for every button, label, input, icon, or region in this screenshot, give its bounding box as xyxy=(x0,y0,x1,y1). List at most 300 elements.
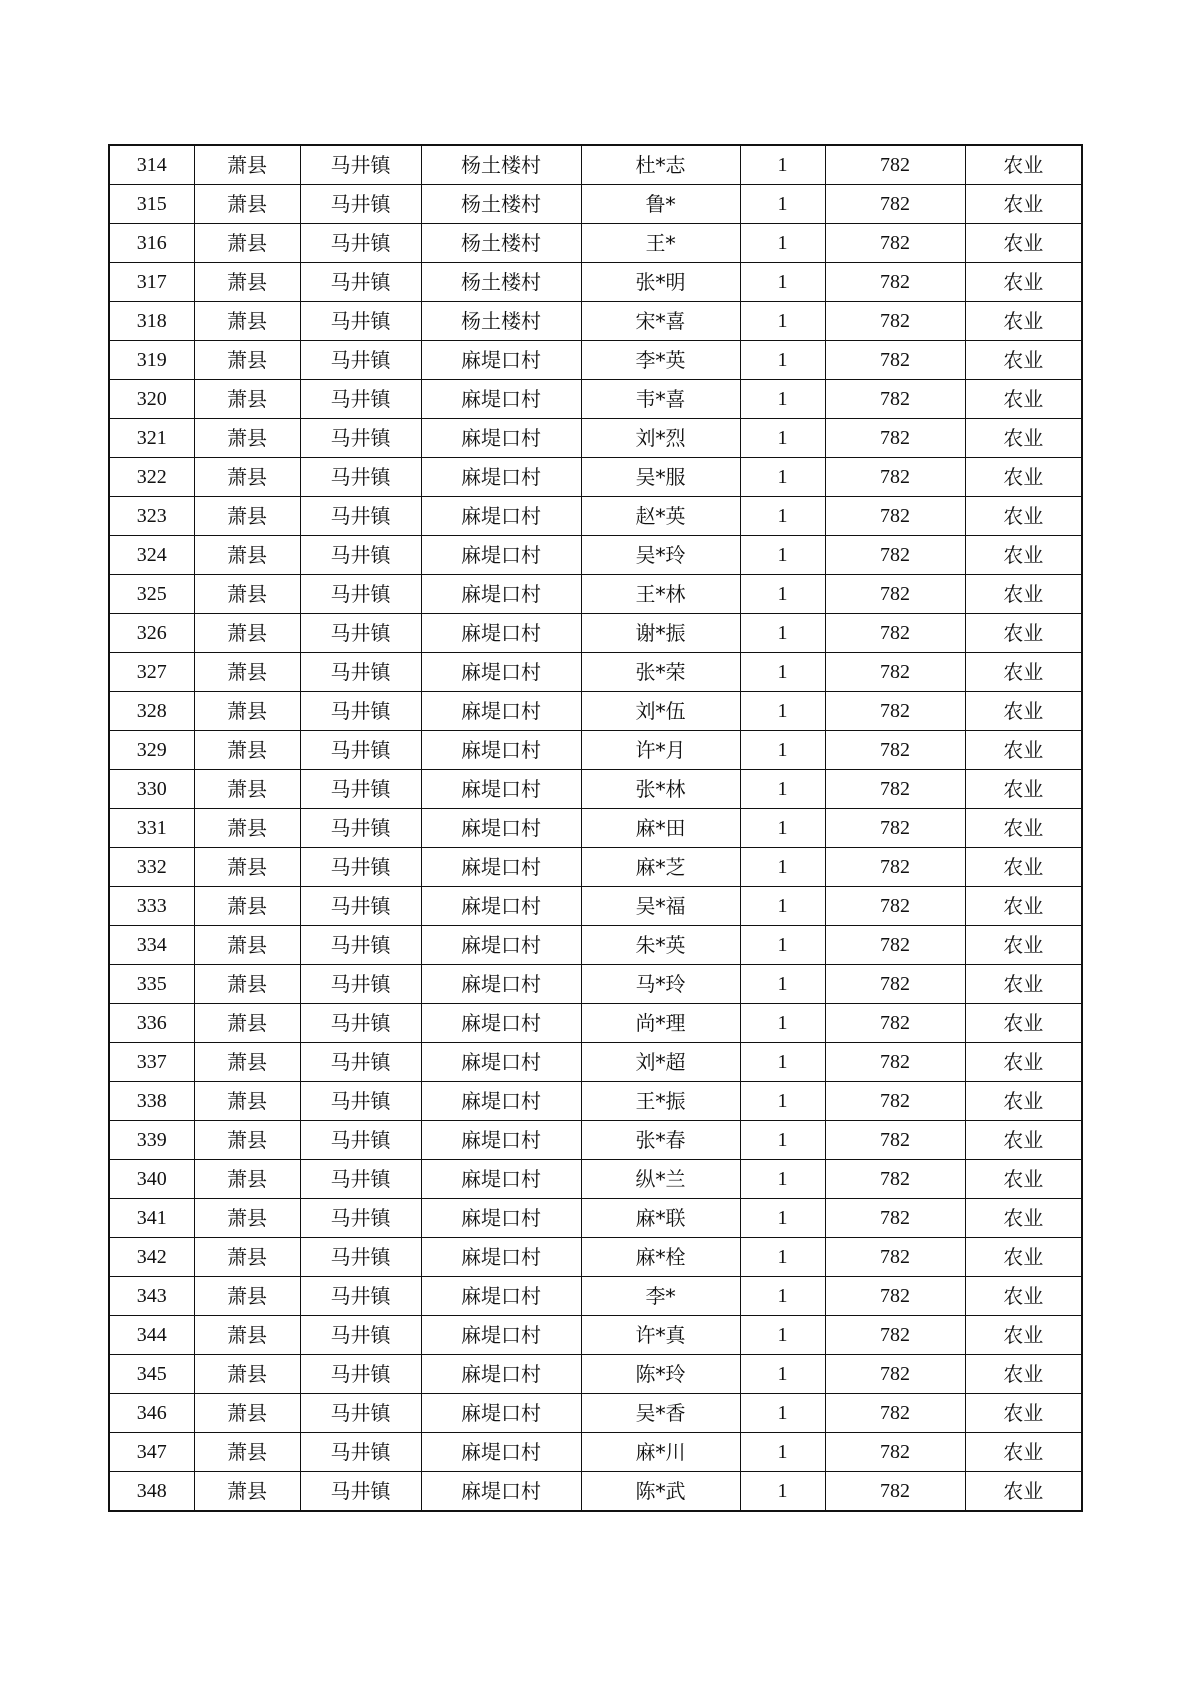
cell-category: 农业 xyxy=(965,1472,1082,1512)
cell-village: 麻堤口村 xyxy=(421,1433,581,1472)
cell-serial-number: 340 xyxy=(109,1160,194,1199)
cell-village: 麻堤口村 xyxy=(421,731,581,770)
cell-person-name: 赵*英 xyxy=(581,497,740,536)
table-row xyxy=(109,1355,1082,1394)
cell-county: 萧县 xyxy=(194,263,300,302)
cell-village: 麻堤口村 xyxy=(421,1121,581,1160)
cell-town: 马井镇 xyxy=(300,380,421,419)
cell-category: 农业 xyxy=(965,380,1082,419)
cell-category: 农业 xyxy=(965,653,1082,692)
cell-category: 农业 xyxy=(965,1199,1082,1238)
cell-count: 1 xyxy=(740,497,825,536)
table-row xyxy=(109,458,1082,497)
cell-county: 萧县 xyxy=(194,692,300,731)
cell-count: 1 xyxy=(740,1433,825,1472)
cell-town: 马井镇 xyxy=(300,575,421,614)
cell-person-name: 纵*兰 xyxy=(581,1160,740,1199)
cell-village: 麻堤口村 xyxy=(421,809,581,848)
cell-category: 农业 xyxy=(965,497,1082,536)
cell-county: 萧县 xyxy=(194,1433,300,1472)
cell-category: 农业 xyxy=(965,1121,1082,1160)
table-row xyxy=(109,692,1082,731)
cell-town: 马井镇 xyxy=(300,224,421,263)
cell-village: 麻堤口村 xyxy=(421,575,581,614)
table-row xyxy=(109,263,1082,302)
table-row xyxy=(109,341,1082,380)
cell-village: 麻堤口村 xyxy=(421,419,581,458)
cell-person-name: 谢*振 xyxy=(581,614,740,653)
cell-town: 马井镇 xyxy=(300,1238,421,1277)
cell-serial-number: 333 xyxy=(109,887,194,926)
cell-person-name: 尚*理 xyxy=(581,1004,740,1043)
cell-count: 1 xyxy=(740,1082,825,1121)
cell-amount: 782 xyxy=(825,848,965,887)
cell-person-name: 麻*田 xyxy=(581,809,740,848)
cell-amount: 782 xyxy=(825,1394,965,1433)
cell-count: 1 xyxy=(740,809,825,848)
cell-amount: 782 xyxy=(825,809,965,848)
cell-person-name: 张*林 xyxy=(581,770,740,809)
table-row xyxy=(109,1121,1082,1160)
cell-county: 萧县 xyxy=(194,1277,300,1316)
cell-category: 农业 xyxy=(965,731,1082,770)
cell-amount: 782 xyxy=(825,145,965,185)
table-row xyxy=(109,614,1082,653)
cell-town: 马井镇 xyxy=(300,1394,421,1433)
cell-person-name: 麻*芝 xyxy=(581,848,740,887)
cell-serial-number: 339 xyxy=(109,1121,194,1160)
cell-count: 1 xyxy=(740,419,825,458)
cell-category: 农业 xyxy=(965,1355,1082,1394)
cell-county: 萧县 xyxy=(194,1043,300,1082)
table-row xyxy=(109,536,1082,575)
cell-count: 1 xyxy=(740,1121,825,1160)
cell-town: 马井镇 xyxy=(300,1472,421,1512)
cell-amount: 782 xyxy=(825,185,965,224)
cell-serial-number: 345 xyxy=(109,1355,194,1394)
cell-county: 萧县 xyxy=(194,185,300,224)
cell-count: 1 xyxy=(740,1277,825,1316)
cell-county: 萧县 xyxy=(194,1472,300,1512)
table-row xyxy=(109,1472,1082,1512)
cell-category: 农业 xyxy=(965,185,1082,224)
cell-category: 农业 xyxy=(965,341,1082,380)
cell-town: 马井镇 xyxy=(300,1277,421,1316)
cell-category: 农业 xyxy=(965,1238,1082,1277)
table-row xyxy=(109,1160,1082,1199)
cell-village: 麻堤口村 xyxy=(421,926,581,965)
cell-amount: 782 xyxy=(825,419,965,458)
cell-amount: 782 xyxy=(825,1199,965,1238)
cell-serial-number: 337 xyxy=(109,1043,194,1082)
cell-person-name: 麻*联 xyxy=(581,1199,740,1238)
cell-category: 农业 xyxy=(965,692,1082,731)
cell-county: 萧县 xyxy=(194,1004,300,1043)
cell-county: 萧县 xyxy=(194,1199,300,1238)
cell-town: 马井镇 xyxy=(300,536,421,575)
cell-serial-number: 318 xyxy=(109,302,194,341)
cell-town: 马井镇 xyxy=(300,1160,421,1199)
table-row xyxy=(109,809,1082,848)
cell-town: 马井镇 xyxy=(300,926,421,965)
cell-serial-number: 342 xyxy=(109,1238,194,1277)
cell-count: 1 xyxy=(740,263,825,302)
cell-person-name: 马*玲 xyxy=(581,965,740,1004)
cell-village: 麻堤口村 xyxy=(421,1472,581,1512)
cell-person-name: 吴*玲 xyxy=(581,536,740,575)
cell-serial-number: 325 xyxy=(109,575,194,614)
cell-person-name: 吴*福 xyxy=(581,887,740,926)
cell-count: 1 xyxy=(740,614,825,653)
cell-person-name: 许*真 xyxy=(581,1316,740,1355)
cell-village: 麻堤口村 xyxy=(421,497,581,536)
cell-person-name: 宋*喜 xyxy=(581,302,740,341)
cell-amount: 782 xyxy=(825,1238,965,1277)
cell-amount: 782 xyxy=(825,224,965,263)
cell-town: 马井镇 xyxy=(300,731,421,770)
cell-village: 杨土楼村 xyxy=(421,185,581,224)
cell-serial-number: 329 xyxy=(109,731,194,770)
cell-count: 1 xyxy=(740,1394,825,1433)
cell-count: 1 xyxy=(740,770,825,809)
cell-village: 杨土楼村 xyxy=(421,145,581,185)
cell-county: 萧县 xyxy=(194,497,300,536)
cell-count: 1 xyxy=(740,458,825,497)
cell-serial-number: 328 xyxy=(109,692,194,731)
table-row xyxy=(109,1433,1082,1472)
cell-town: 马井镇 xyxy=(300,1004,421,1043)
cell-town: 马井镇 xyxy=(300,692,421,731)
cell-count: 1 xyxy=(740,145,825,185)
table-row xyxy=(109,731,1082,770)
cell-person-name: 刘*伍 xyxy=(581,692,740,731)
table-row xyxy=(109,419,1082,458)
cell-town: 马井镇 xyxy=(300,1433,421,1472)
cell-county: 萧县 xyxy=(194,1121,300,1160)
cell-village: 麻堤口村 xyxy=(421,770,581,809)
cell-category: 农业 xyxy=(965,614,1082,653)
table-row xyxy=(109,575,1082,614)
cell-village: 麻堤口村 xyxy=(421,1355,581,1394)
cell-town: 马井镇 xyxy=(300,887,421,926)
table-row xyxy=(109,224,1082,263)
cell-person-name: 张*荣 xyxy=(581,653,740,692)
cell-serial-number: 315 xyxy=(109,185,194,224)
cell-village: 麻堤口村 xyxy=(421,1082,581,1121)
cell-person-name: 麻*栓 xyxy=(581,1238,740,1277)
cell-count: 1 xyxy=(740,731,825,770)
cell-amount: 782 xyxy=(825,1160,965,1199)
cell-person-name: 鲁* xyxy=(581,185,740,224)
cell-village: 麻堤口村 xyxy=(421,692,581,731)
cell-amount: 782 xyxy=(825,731,965,770)
table-row xyxy=(109,653,1082,692)
cell-amount: 782 xyxy=(825,692,965,731)
cell-amount: 782 xyxy=(825,1082,965,1121)
cell-village: 杨土楼村 xyxy=(421,302,581,341)
cell-county: 萧县 xyxy=(194,1355,300,1394)
cell-serial-number: 324 xyxy=(109,536,194,575)
cell-count: 1 xyxy=(740,926,825,965)
cell-county: 萧县 xyxy=(194,419,300,458)
cell-serial-number: 331 xyxy=(109,809,194,848)
cell-amount: 782 xyxy=(825,536,965,575)
cell-amount: 782 xyxy=(825,1277,965,1316)
cell-county: 萧县 xyxy=(194,848,300,887)
cell-village: 麻堤口村 xyxy=(421,536,581,575)
table-row xyxy=(109,1316,1082,1355)
cell-category: 农业 xyxy=(965,145,1082,185)
cell-category: 农业 xyxy=(965,1394,1082,1433)
cell-person-name: 吴*香 xyxy=(581,1394,740,1433)
cell-serial-number: 335 xyxy=(109,965,194,1004)
cell-county: 萧县 xyxy=(194,145,300,185)
table-row xyxy=(109,1394,1082,1433)
cell-county: 萧县 xyxy=(194,653,300,692)
cell-person-name: 张*明 xyxy=(581,263,740,302)
cell-amount: 782 xyxy=(825,497,965,536)
table-row xyxy=(109,848,1082,887)
cell-town: 马井镇 xyxy=(300,302,421,341)
roster-body xyxy=(109,145,1082,1511)
cell-village: 麻堤口村 xyxy=(421,1277,581,1316)
cell-serial-number: 317 xyxy=(109,263,194,302)
cell-county: 萧县 xyxy=(194,1316,300,1355)
cell-person-name: 陈*玲 xyxy=(581,1355,740,1394)
cell-town: 马井镇 xyxy=(300,145,421,185)
cell-person-name: 吴*服 xyxy=(581,458,740,497)
cell-count: 1 xyxy=(740,380,825,419)
cell-village: 麻堤口村 xyxy=(421,848,581,887)
cell-amount: 782 xyxy=(825,1433,965,1472)
cell-category: 农业 xyxy=(965,302,1082,341)
table-row xyxy=(109,185,1082,224)
table-row xyxy=(109,1004,1082,1043)
cell-serial-number: 344 xyxy=(109,1316,194,1355)
cell-category: 农业 xyxy=(965,1277,1082,1316)
cell-town: 马井镇 xyxy=(300,419,421,458)
cell-count: 1 xyxy=(740,1316,825,1355)
cell-village: 麻堤口村 xyxy=(421,653,581,692)
cell-village: 麻堤口村 xyxy=(421,1316,581,1355)
cell-count: 1 xyxy=(740,653,825,692)
cell-amount: 782 xyxy=(825,458,965,497)
cell-count: 1 xyxy=(740,1004,825,1043)
cell-town: 马井镇 xyxy=(300,1043,421,1082)
cell-person-name: 刘*烈 xyxy=(581,419,740,458)
cell-amount: 782 xyxy=(825,926,965,965)
cell-count: 1 xyxy=(740,848,825,887)
cell-count: 1 xyxy=(740,341,825,380)
cell-village: 麻堤口村 xyxy=(421,1004,581,1043)
table-row xyxy=(109,497,1082,536)
cell-serial-number: 348 xyxy=(109,1472,194,1512)
cell-count: 1 xyxy=(740,536,825,575)
cell-town: 马井镇 xyxy=(300,1121,421,1160)
cell-category: 农业 xyxy=(965,926,1082,965)
cell-count: 1 xyxy=(740,185,825,224)
cell-county: 萧县 xyxy=(194,224,300,263)
cell-serial-number: 326 xyxy=(109,614,194,653)
cell-amount: 782 xyxy=(825,341,965,380)
cell-person-name: 朱*英 xyxy=(581,926,740,965)
cell-county: 萧县 xyxy=(194,926,300,965)
table-row xyxy=(109,1238,1082,1277)
cell-category: 农业 xyxy=(965,1160,1082,1199)
cell-amount: 782 xyxy=(825,380,965,419)
cell-category: 农业 xyxy=(965,1316,1082,1355)
cell-serial-number: 320 xyxy=(109,380,194,419)
cell-village: 麻堤口村 xyxy=(421,887,581,926)
table-row xyxy=(109,926,1082,965)
cell-category: 农业 xyxy=(965,1004,1082,1043)
cell-amount: 782 xyxy=(825,1004,965,1043)
cell-village: 麻堤口村 xyxy=(421,1394,581,1433)
cell-amount: 782 xyxy=(825,887,965,926)
table-row xyxy=(109,965,1082,1004)
cell-town: 马井镇 xyxy=(300,497,421,536)
cell-amount: 782 xyxy=(825,1043,965,1082)
cell-category: 农业 xyxy=(965,575,1082,614)
cell-count: 1 xyxy=(740,302,825,341)
cell-village: 麻堤口村 xyxy=(421,614,581,653)
cell-county: 萧县 xyxy=(194,1082,300,1121)
cell-person-name: 麻*川 xyxy=(581,1433,740,1472)
cell-village: 杨土楼村 xyxy=(421,263,581,302)
cell-serial-number: 346 xyxy=(109,1394,194,1433)
cell-county: 萧县 xyxy=(194,1160,300,1199)
cell-county: 萧县 xyxy=(194,614,300,653)
cell-town: 马井镇 xyxy=(300,809,421,848)
cell-amount: 782 xyxy=(825,575,965,614)
cell-category: 农业 xyxy=(965,1043,1082,1082)
cell-count: 1 xyxy=(740,1043,825,1082)
cell-amount: 782 xyxy=(825,1355,965,1394)
cell-town: 马井镇 xyxy=(300,614,421,653)
cell-count: 1 xyxy=(740,965,825,1004)
cell-serial-number: 327 xyxy=(109,653,194,692)
cell-category: 农业 xyxy=(965,809,1082,848)
cell-county: 萧县 xyxy=(194,1238,300,1277)
cell-person-name: 李* xyxy=(581,1277,740,1316)
cell-town: 马井镇 xyxy=(300,185,421,224)
cell-town: 马井镇 xyxy=(300,653,421,692)
cell-county: 萧县 xyxy=(194,380,300,419)
cell-village: 麻堤口村 xyxy=(421,380,581,419)
cell-amount: 782 xyxy=(825,770,965,809)
cell-person-name: 陈*武 xyxy=(581,1472,740,1512)
cell-town: 马井镇 xyxy=(300,341,421,380)
cell-county: 萧县 xyxy=(194,458,300,497)
cell-village: 麻堤口村 xyxy=(421,458,581,497)
cell-town: 马井镇 xyxy=(300,1082,421,1121)
cell-count: 1 xyxy=(740,224,825,263)
cell-category: 农业 xyxy=(965,536,1082,575)
table-row xyxy=(109,145,1082,185)
cell-person-name: 刘*超 xyxy=(581,1043,740,1082)
cell-count: 1 xyxy=(740,887,825,926)
cell-county: 萧县 xyxy=(194,809,300,848)
cell-county: 萧县 xyxy=(194,731,300,770)
cell-amount: 782 xyxy=(825,965,965,1004)
table-row xyxy=(109,1277,1082,1316)
cell-category: 农业 xyxy=(965,419,1082,458)
cell-category: 农业 xyxy=(965,263,1082,302)
cell-category: 农业 xyxy=(965,224,1082,263)
cell-village: 麻堤口村 xyxy=(421,1199,581,1238)
cell-category: 农业 xyxy=(965,770,1082,809)
cell-serial-number: 330 xyxy=(109,770,194,809)
cell-person-name: 王*振 xyxy=(581,1082,740,1121)
cell-category: 农业 xyxy=(965,965,1082,1004)
cell-category: 农业 xyxy=(965,848,1082,887)
table-row xyxy=(109,1199,1082,1238)
cell-amount: 782 xyxy=(825,1472,965,1512)
cell-category: 农业 xyxy=(965,887,1082,926)
cell-count: 1 xyxy=(740,575,825,614)
cell-county: 萧县 xyxy=(194,341,300,380)
cell-amount: 782 xyxy=(825,653,965,692)
cell-village: 麻堤口村 xyxy=(421,341,581,380)
cell-serial-number: 347 xyxy=(109,1433,194,1472)
cell-village: 麻堤口村 xyxy=(421,965,581,1004)
cell-person-name: 王*林 xyxy=(581,575,740,614)
cell-count: 1 xyxy=(740,1160,825,1199)
cell-county: 萧县 xyxy=(194,302,300,341)
cell-person-name: 王* xyxy=(581,224,740,263)
cell-amount: 782 xyxy=(825,1121,965,1160)
cell-town: 马井镇 xyxy=(300,458,421,497)
table-row xyxy=(109,887,1082,926)
cell-serial-number: 319 xyxy=(109,341,194,380)
cell-category: 农业 xyxy=(965,458,1082,497)
cell-village: 麻堤口村 xyxy=(421,1238,581,1277)
cell-county: 萧县 xyxy=(194,1394,300,1433)
cell-county: 萧县 xyxy=(194,575,300,614)
cell-person-name: 许*月 xyxy=(581,731,740,770)
cell-amount: 782 xyxy=(825,1316,965,1355)
cell-amount: 782 xyxy=(825,263,965,302)
cell-serial-number: 323 xyxy=(109,497,194,536)
cell-amount: 782 xyxy=(825,614,965,653)
table-row xyxy=(109,380,1082,419)
cell-serial-number: 332 xyxy=(109,848,194,887)
cell-county: 萧县 xyxy=(194,536,300,575)
cell-count: 1 xyxy=(740,692,825,731)
roster-table xyxy=(108,144,1083,1512)
cell-county: 萧县 xyxy=(194,887,300,926)
cell-category: 农业 xyxy=(965,1082,1082,1121)
cell-town: 马井镇 xyxy=(300,1355,421,1394)
cell-count: 1 xyxy=(740,1355,825,1394)
cell-town: 马井镇 xyxy=(300,770,421,809)
cell-county: 萧县 xyxy=(194,770,300,809)
cell-serial-number: 314 xyxy=(109,145,194,185)
cell-serial-number: 338 xyxy=(109,1082,194,1121)
cell-category: 农业 xyxy=(965,1433,1082,1472)
cell-serial-number: 316 xyxy=(109,224,194,263)
cell-village: 麻堤口村 xyxy=(421,1160,581,1199)
cell-count: 1 xyxy=(740,1472,825,1512)
cell-village: 麻堤口村 xyxy=(421,1043,581,1082)
cell-town: 马井镇 xyxy=(300,1316,421,1355)
cell-person-name: 韦*喜 xyxy=(581,380,740,419)
cell-town: 马井镇 xyxy=(300,263,421,302)
cell-person-name: 张*春 xyxy=(581,1121,740,1160)
cell-serial-number: 321 xyxy=(109,419,194,458)
cell-serial-number: 322 xyxy=(109,458,194,497)
cell-serial-number: 341 xyxy=(109,1199,194,1238)
